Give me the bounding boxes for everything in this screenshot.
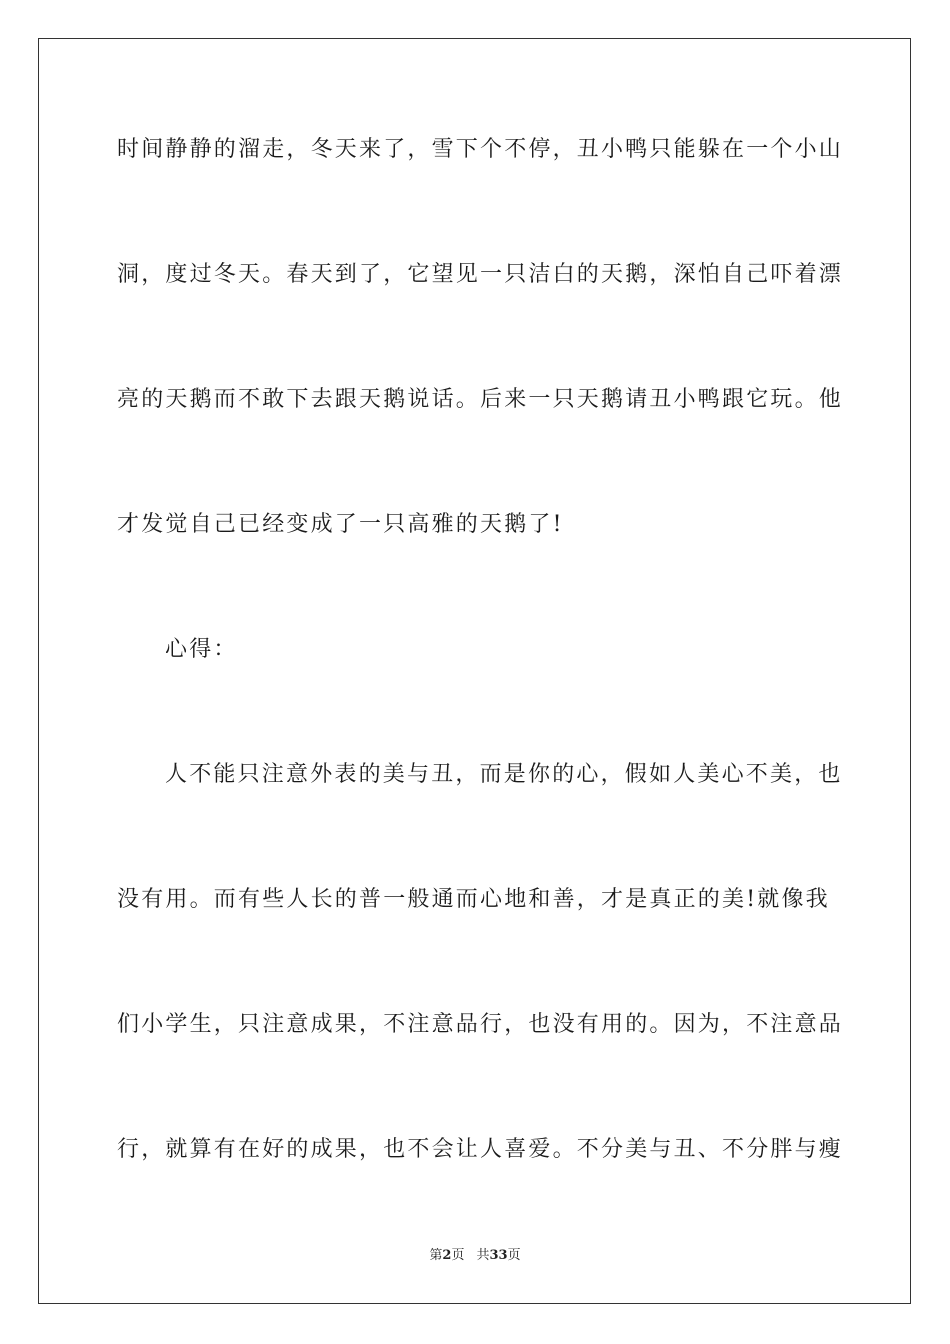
page-suffix: 页 <box>451 1248 465 1263</box>
text-line: 时间静静的溜走，冬天来了，雪下个不停，丑小鸭只能躲在一个小山 <box>117 137 844 162</box>
text-line: 亮的天鹅而不敢下去跟天鹅说话。后来一只天鹅请丑小鸭跟它玩。他 <box>117 387 844 412</box>
page-prefix: 第 <box>429 1248 443 1263</box>
page-footer <box>0 1247 950 1265</box>
text-line: 才发觉自己已经变成了一只高雅的天鹅了! <box>117 512 564 537</box>
text-line: 们小学生，只注意成果，不注意品行，也没有用的。因为，不注意品 <box>117 1012 844 1037</box>
text-line: 行，就算有在好的成果，也不会让人喜爱。不分美与丑、不分胖与瘦 <box>117 1137 844 1162</box>
text-line: 没有用。而有些人长的普一般通而心地和善，才是真正的美!就像我 <box>117 887 830 912</box>
section-heading: 心得： <box>165 637 238 662</box>
page-border <box>38 38 911 1304</box>
text-line: 人不能只注意外表的美与丑，而是你的心，假如人美心不美，也 <box>165 762 843 787</box>
text-line: 洞，度过冬天。春天到了，它望见一只洁白的天鹅，深怕自己吓着漂 <box>117 262 844 287</box>
total-prefix: 共 <box>476 1248 490 1263</box>
page-number: 2 <box>442 1248 452 1263</box>
total-pages: 33 <box>489 1248 508 1263</box>
total-suffix: 页 <box>507 1248 521 1263</box>
